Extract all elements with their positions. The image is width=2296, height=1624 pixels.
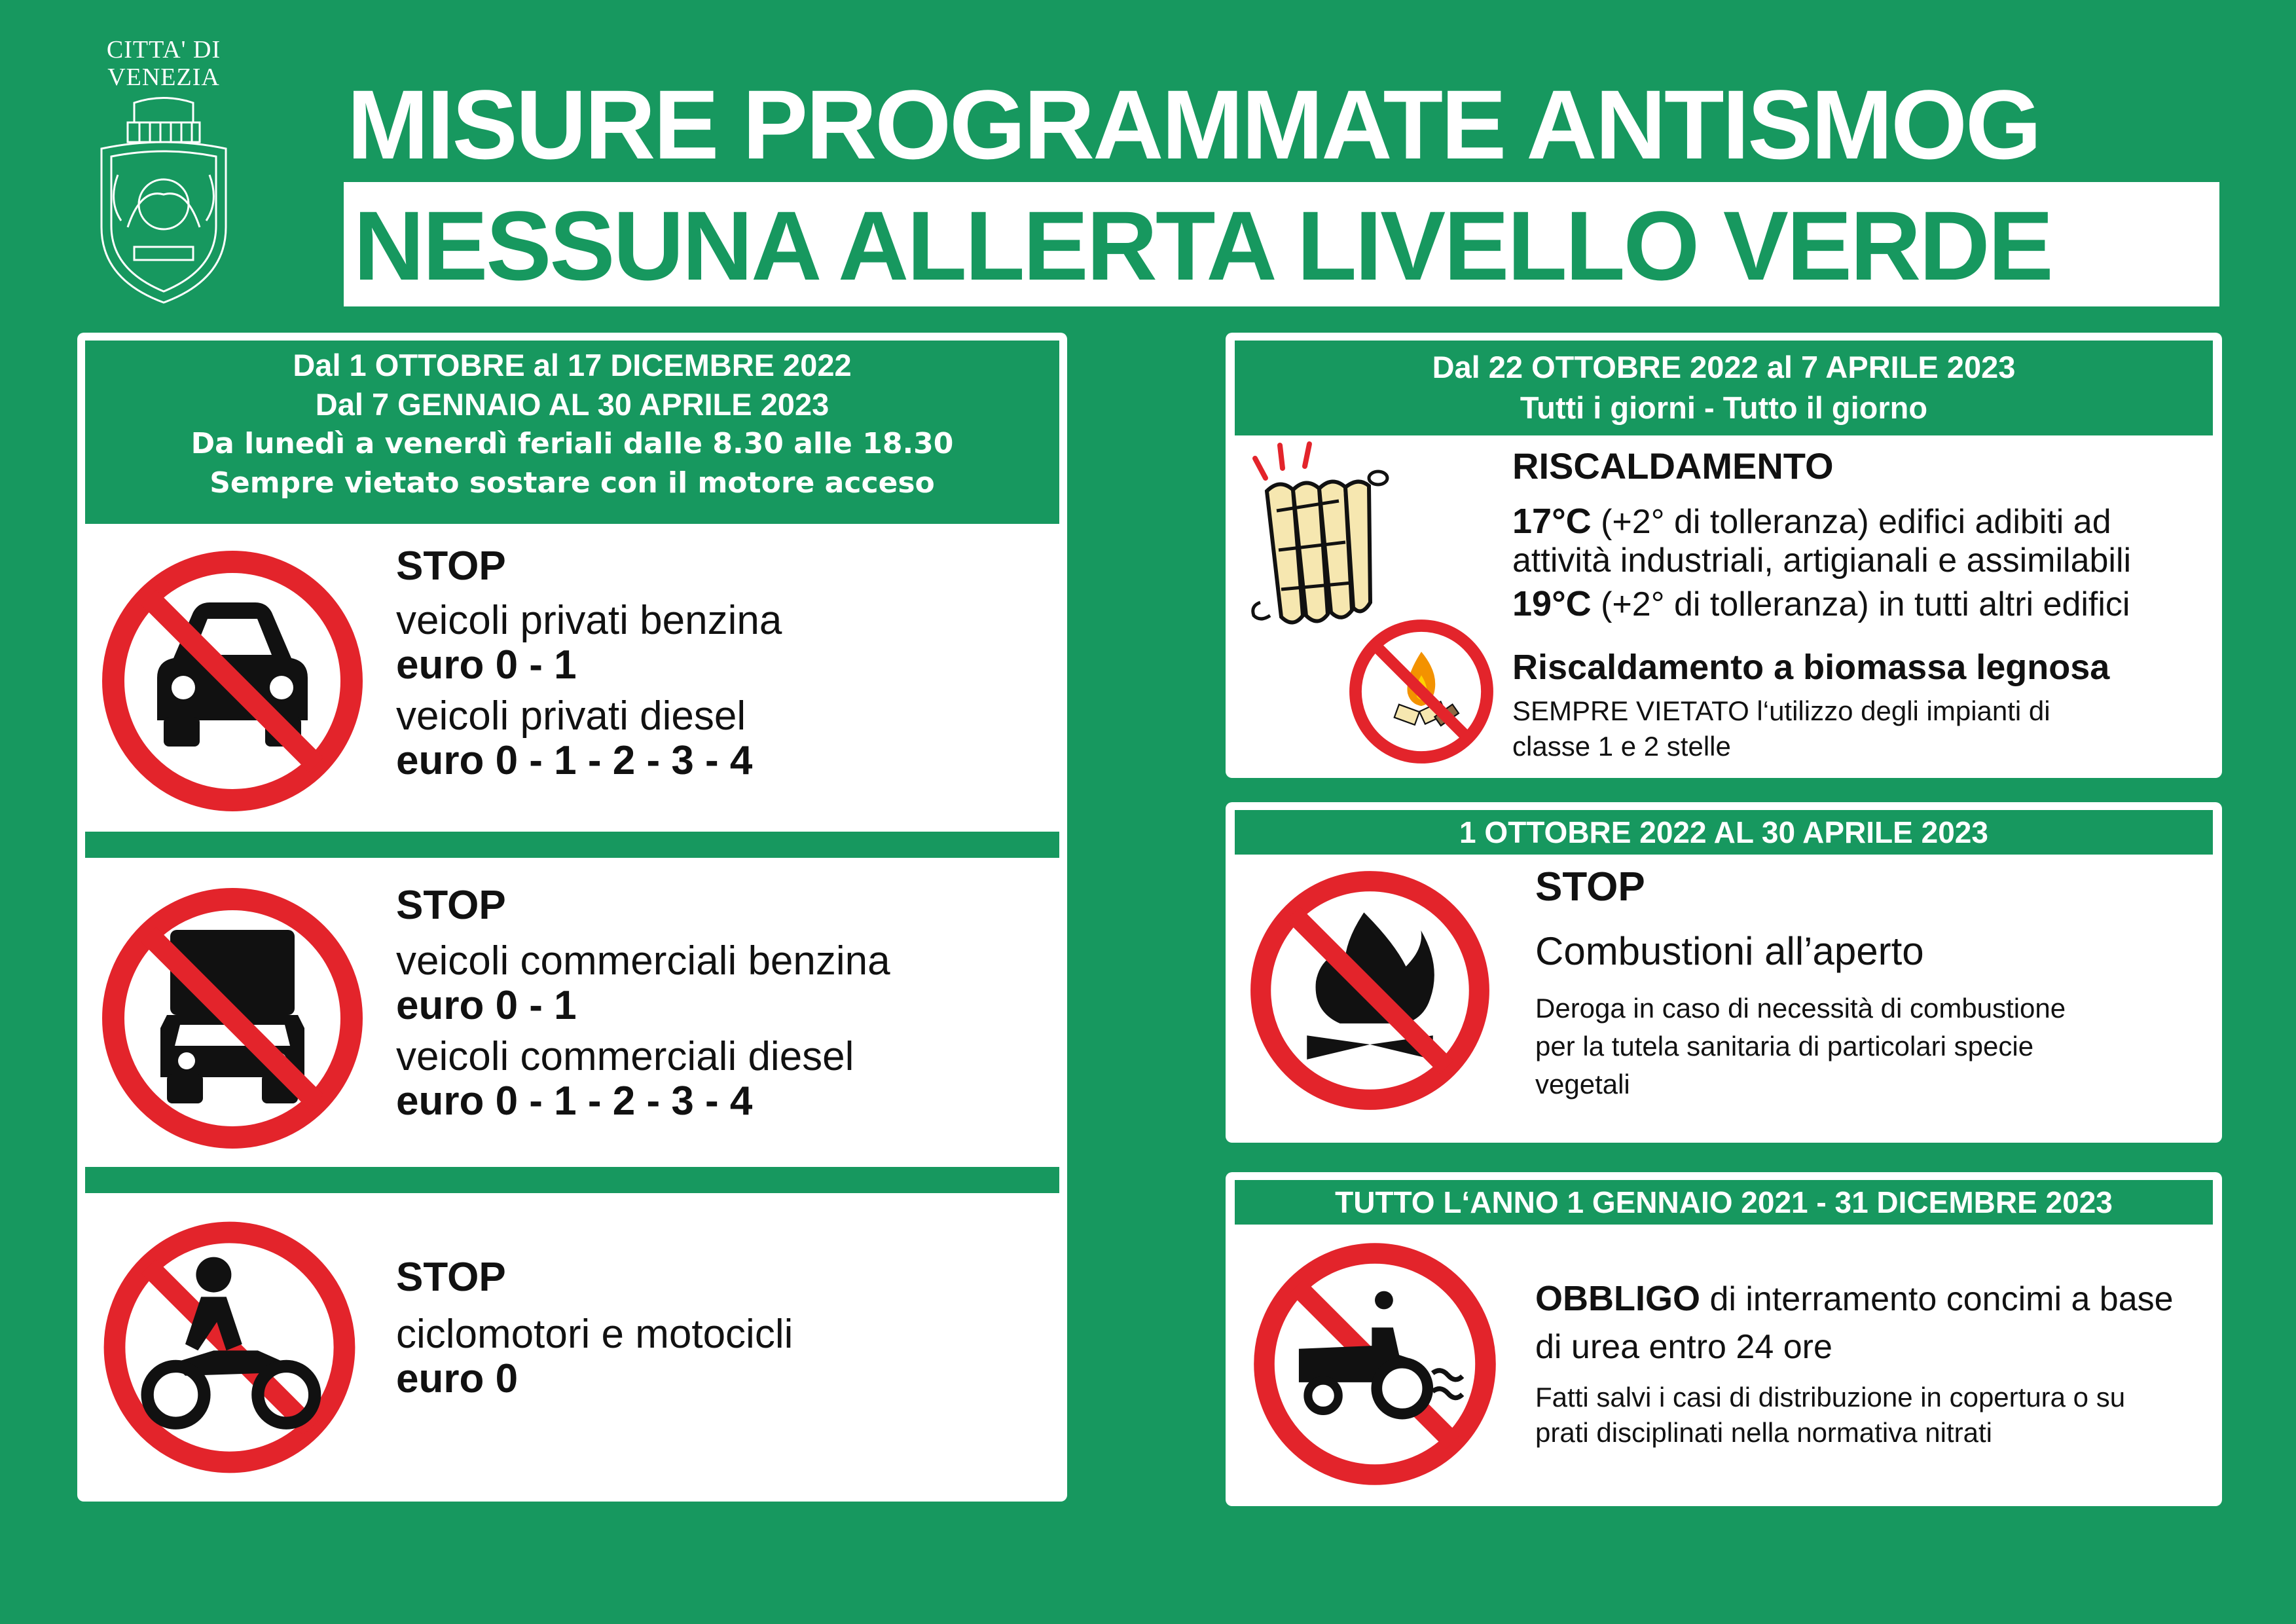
combustion-line-1: Deroga in caso di necessità di combustione: [1535, 993, 2066, 1024]
fertilizer-period-band: TUTTO L‘ANNO 1 GENNAIO 2021 - 31 DICEMBRE 2023: [1235, 1180, 2213, 1225]
city-logo: [88, 36, 239, 311]
traffic-note: Sempre vietato sostare con il motore acceso: [210, 466, 935, 500]
fertilizer-obligation: OBBLIGO: [1535, 1279, 1700, 1318]
biomass-line-1: SEMPRE VIETATO l‘utilizzo degli impianti di: [1512, 695, 2050, 726]
moto-euro: euro 0: [396, 1356, 519, 1401]
truck-stop-label: STOP: [396, 883, 506, 928]
traffic-period-band: [85, 341, 1059, 524]
car-petrol-label: veicoli privati benzina: [396, 598, 782, 643]
fertilizer-note-2: prati disciplinati nella normativa nitrati: [1535, 1417, 1992, 1448]
heating-temp-1-text: (+2° di tolleranza) edifici adibiti ad: [1591, 503, 2111, 541]
heating-temp-2-value: 19°C: [1512, 584, 1592, 623]
page-title: MISURE PROGRAMMATE ANTISMOG: [347, 69, 2040, 179]
no-car-icon: [95, 544, 370, 819]
truck-diesel-label: veicoli commerciali diesel: [396, 1034, 854, 1079]
divider: [85, 1167, 1059, 1193]
heating-title: RISCALDAMENTO: [1512, 445, 1834, 487]
heating-period-band: [1235, 341, 2213, 435]
heating-temp-1: [1512, 502, 2111, 542]
heating-period: Dal 22 OTTOBRE 2022 al 7 APRILE 2023: [1432, 350, 2016, 384]
truck-diesel-euro: euro 0 - 1 - 2 - 3 - 4: [396, 1079, 753, 1124]
moto-stop-label: STOP: [396, 1255, 506, 1300]
car-diesel-euro: euro 0 - 1 - 2 - 3 - 4: [396, 738, 753, 783]
biomass-title: Riscaldamento a biomassa legnosa: [1512, 648, 2110, 687]
combustion-title: Combustioni all’aperto: [1535, 929, 1924, 973]
no-tractor-icon: [1247, 1236, 1503, 1492]
traffic-period-1: Dal 1 OTTOBRE al 17 DICEMBRE 2022: [293, 348, 852, 382]
fertilizer-note-1: Fatti salvi i casi di distribuzione in copertura o su: [1535, 1382, 2126, 1412]
radiator-icon: [1241, 439, 1391, 642]
combustion-period-band: 1 OTTOBRE 2022 AL 30 APRILE 2023: [1235, 810, 2213, 855]
heating-days: Tutti i giorni - Tutto il giorno: [1520, 390, 1928, 425]
car-diesel-label: veicoli privati diesel: [396, 693, 746, 739]
biomass-line-2: classe 1 e 2 stelle: [1512, 731, 1731, 762]
no-motorcycle-icon: [97, 1215, 362, 1480]
combustion-line-2: per la tutela sanitaria di particolari specie: [1535, 1031, 2034, 1061]
heating-temp-2: [1512, 584, 2130, 624]
car-stop-label: STOP: [396, 544, 506, 589]
fertilizer-text-1: di interramento concimi a base: [1700, 1280, 2174, 1318]
fertilizer-text-2: di urea entro 24 ore: [1535, 1328, 1832, 1366]
combustion-line-3: vegetali: [1535, 1069, 1630, 1099]
logo-line-2: VENEZIA: [107, 64, 220, 91]
heating-temp-1-text-2: attività industriali, artigianali e assimilabili: [1512, 542, 2132, 580]
traffic-period-2: Dal 7 GENNAIO AL 30 APRILE 2023: [315, 387, 829, 422]
divider: [85, 832, 1059, 858]
combustion-stop-label: STOP: [1535, 864, 1645, 910]
venice-coat-of-arms-icon: [88, 96, 239, 306]
no-wood-stove-icon: [1345, 616, 1497, 767]
traffic-hours: Da lunedì a venerdì feriali dalle 8.30 alle 18.30: [191, 427, 954, 460]
no-truck-icon: [95, 881, 370, 1156]
car-petrol-euro: euro 0 - 1: [396, 642, 577, 688]
truck-petrol-label: veicoli commerciali benzina: [396, 938, 890, 984]
logo-line-1: CITTA' DI: [106, 36, 221, 64]
moto-label: ciclomotori e motocicli: [396, 1312, 793, 1357]
alert-level-subtitle: NESSUNA ALLERTA LIVELLO VERDE: [354, 191, 2052, 301]
truck-petrol-euro: euro 0 - 1: [396, 983, 577, 1028]
heating-temp-1-value: 17°C: [1512, 502, 1592, 541]
no-open-fire-icon: [1244, 864, 1496, 1116]
fertilizer-line-1: [1535, 1276, 2174, 1322]
heating-temp-2-text: (+2° di tolleranza) in tutti altri edifici: [1591, 585, 2130, 623]
